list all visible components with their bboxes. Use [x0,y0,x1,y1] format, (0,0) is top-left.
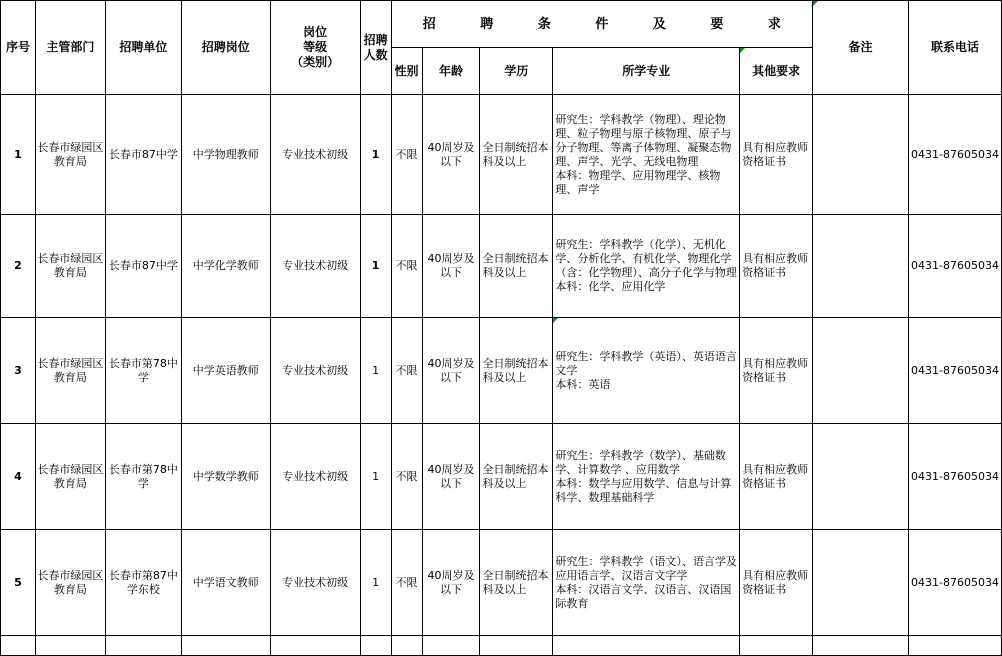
cell-seq: 1 [1,95,36,215]
cell-age: 40周岁及以下 [422,95,480,215]
cell-phone: 0431-87605034 [908,215,1001,318]
cell-age: 40周岁及以下 [422,424,480,530]
cell-other: 具有相应教师资格证书 [740,318,813,424]
cell-count: 1 [360,424,391,530]
header-dept: 主管部门 [35,1,105,95]
cell-gender: 不限 [391,95,422,215]
cell-unit: 长春市第78中学 [105,424,181,530]
cell-count: 1 [360,318,391,424]
cell-seq: 5 [1,530,36,636]
cell-count: 1 [360,95,391,215]
cell-level: 专业技术初级 [270,530,360,636]
header-level: 岗位 等级 （类别） [270,1,360,95]
table-row [1,95,1002,215]
cell-dept: 长春市绿园区教育局 [35,215,105,318]
cell-edu: 全日制统招本科及以上 [480,318,553,424]
cell-age: 40周岁及以下 [422,215,480,318]
cell-major: 研究生：学科教学（英语）、英语语言文学 本科：英语 [553,318,740,424]
header-count: 招聘 人数 [360,1,391,95]
cell-major: 研究生：学科教学（数学）、基础数学、计算数学 、应用数学 本科：数学与应用数学、信息与计算科学、数理基础科学 [553,424,740,530]
cell-major: 研究生：学科教学（语文）、语言学及应用语言学、汉语言文字学 本科：汉语言文学、汉语言、汉语国际教育 [553,530,740,636]
cell-phone: 0431-87605034 [908,530,1001,636]
cell-major: 研究生：学科教学（化学）、无机化学、分析化学、有机化学、物理化学（含：化学物理）、高分子化学与物理 本科：化学、应用化学 [553,215,740,318]
cell-level: 专业技术初级 [270,424,360,530]
cell-post: 中学英语教师 [181,318,270,424]
cell-edu: 全日制统招本科及以上 [480,215,553,318]
cell-dept: 长春市绿园区教育局 [35,318,105,424]
cell-major: 研究生：学科教学（物理）、理论物理、粒子物理与原子核物理、原子与分子物理、等离子体物理、凝聚态物理、声学、光学、无线电物理 本科：物理学、应用物理学、核物理、声学 [553,95,740,215]
header-age: 年龄 [422,48,480,95]
header-major: 所学专业 [553,48,740,95]
cell-edu: 全日制统招本科及以上 [480,424,553,530]
cell-other: 具有相应教师资格证书 [740,95,813,215]
cell-phone: 0431-87605034 [908,318,1001,424]
header-conditions: 招 聘 条 件 及 要 求 [391,1,813,48]
cell-phone: 0431-87605034 [908,95,1001,215]
cell-remark [813,530,909,636]
cell-gender: 不限 [391,318,422,424]
header-remark: 备注 [813,1,909,95]
header-gender: 性别 [391,48,422,95]
cell-post: 中学数学教师 [181,424,270,530]
cell-remark [813,424,909,530]
cell-gender: 不限 [391,215,422,318]
cell-remark [813,95,909,215]
cell-seq: 2 [1,215,36,318]
cell-gender: 不限 [391,424,422,530]
cell-unit: 长春市87中学 [105,95,181,215]
cell-dept: 长春市绿园区教育局 [35,530,105,636]
cell-remark [813,215,909,318]
cell-dept: 长春市绿园区教育局 [35,424,105,530]
cell-phone: 0431-87605034 [908,424,1001,530]
cell-other: 具有相应教师资格证书 [740,215,813,318]
cell-post: 中学物理教师 [181,95,270,215]
table-row [1,530,1002,636]
header-unit: 招聘单位 [105,1,181,95]
cell-age: 40周岁及以下 [422,530,480,636]
table-row [1,318,1002,424]
cell-dept: 长春市绿园区教育局 [35,95,105,215]
cell-other: 具有相应教师资格证书 [740,530,813,636]
cell-unit: 长春市第78中学 [105,318,181,424]
cell-post: 中学化学教师 [181,215,270,318]
cell-level: 专业技术初级 [270,95,360,215]
header-seq: 序号 [1,1,36,95]
cell-gender: 不限 [391,530,422,636]
cell-level: 专业技术初级 [270,318,360,424]
cell-edu: 全日制统招本科及以上 [480,95,553,215]
cell-other: 具有相应教师资格证书 [740,424,813,530]
cell-seq: 4 [1,424,36,530]
cell-age: 40周岁及以下 [422,318,480,424]
cell-remark [813,318,909,424]
header-edu: 学历 [480,48,553,95]
header-post: 招聘岗位 [181,1,270,95]
table-row [1,424,1002,530]
cell-edu: 全日制统招本科及以上 [480,530,553,636]
cell-unit: 长春市87中学 [105,215,181,318]
cell-post: 中学语文教师 [181,530,270,636]
cell-seq: 3 [1,318,36,424]
header-other: 其他要求 [740,48,813,95]
cell-level: 专业技术初级 [270,215,360,318]
table-row [1,215,1002,318]
cell-count: 1 [360,530,391,636]
header-phone: 联系电话 [908,1,1001,95]
cell-unit: 长春市第87中学东校 [105,530,181,636]
cell-count: 1 [360,215,391,318]
